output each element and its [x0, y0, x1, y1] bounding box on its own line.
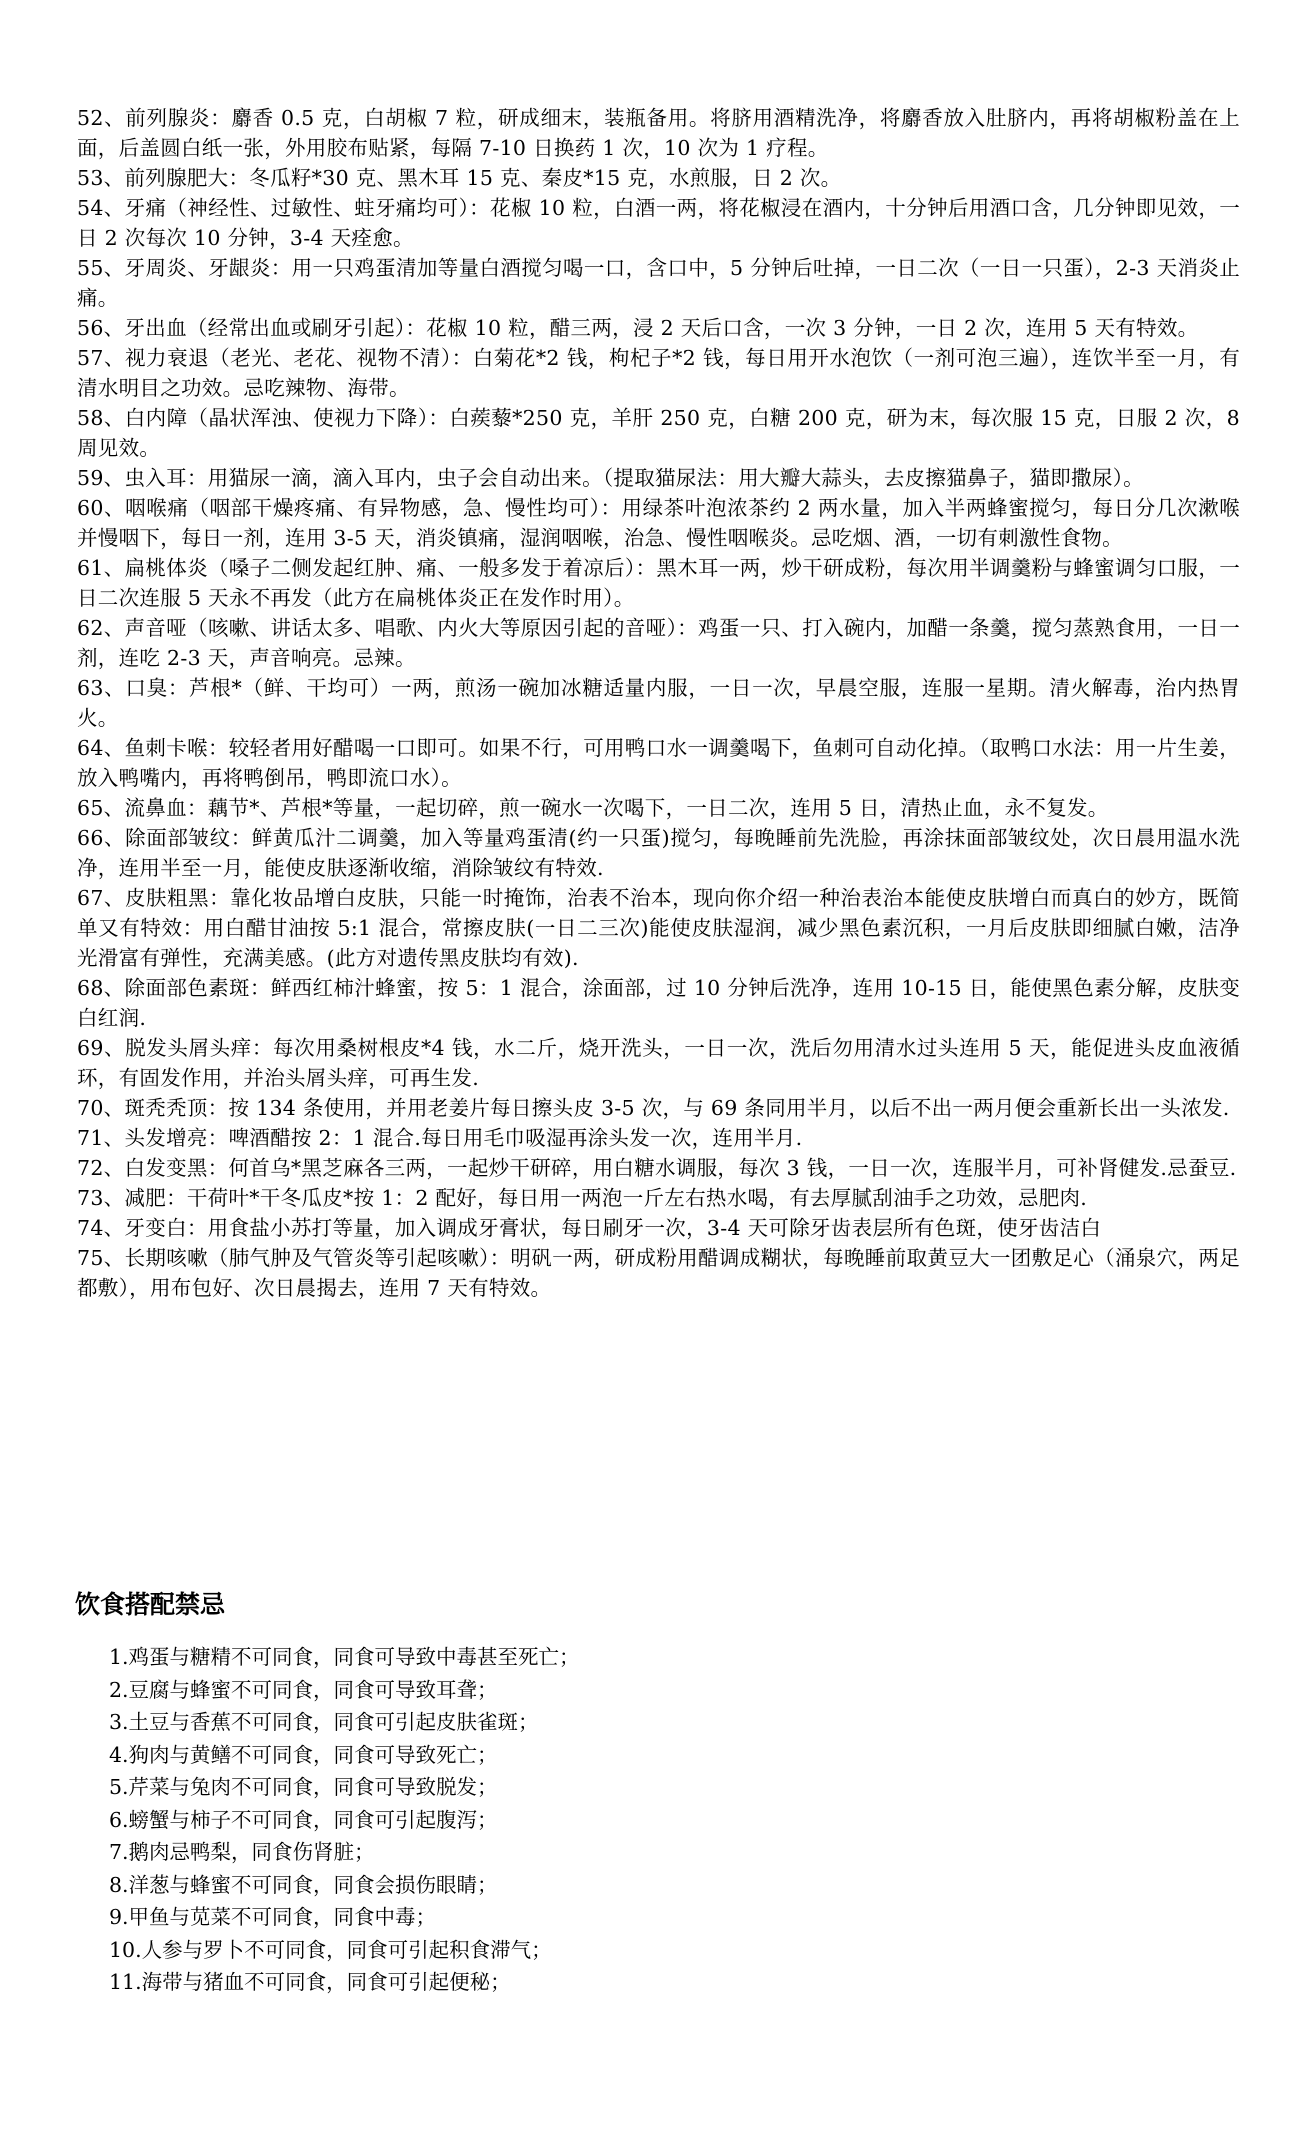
remedy-item: 72、白发变黑：何首乌*黑芝麻各三两，一起炒干研碎，用白糖水调服，每次 3 钱，一日一次，连服半月，可补肾健发.忌蚕豆.	[77, 1156, 1237, 1180]
remedy-item: 75、长期咳嗽（肺气肿及气管炎等引起咳嗽）：明矾一两，研成粉用醋调成糊状，每晚睡前取黄豆大一团敷足心（涌泉穴，两足都敷），用布包好、次日晨揭去，连用 7 天有特效。	[77, 1246, 1240, 1300]
remedy-item: 70、斑秃秃顶：按 134 条使用，并用老姜片每日擦头皮 3-5 次，与 69 条同用半月，以后不出一两月便会重新长出一头浓发.	[77, 1096, 1230, 1120]
remedy-item: 65、流鼻血：藕节*、芦根*等量，一起切碎，煎一碗水一次喝下，一日二次，连用 5 日，清热止血，永不复发。	[77, 796, 1109, 820]
taboo-item: 6.螃蟹与柿子不可同食，同食可引起腹泻；	[109, 1807, 498, 1832]
remedy-item: 71、头发增亮：啤酒醋按 2：1 混合.每日用毛巾吸湿再涂头发一次，连用半月.	[77, 1126, 803, 1150]
remedy-item: 73、减肥：干荷叶*干冬瓜皮*按 1：2 配好，每日用一两泡一斤左右热水喝，有去厚腻刮油手之功效，忌肥肉.	[77, 1186, 1088, 1210]
remedy-item: 67、皮肤粗黑：靠化妆品增白皮肤，只能一时掩饰，治表不治本，现向你介绍一种治表治本能使皮肤增白而真白的妙方，既简单又有特效：用白醋甘油按 5:1 混合，常擦皮肤(一日二三次)能使皮肤湿润，减少黑色素沉积，一月后皮肤即细腻白嫩，洁净光滑富有弹性，充满美感。(此方对遗传黑皮肤均有效).	[77, 886, 1240, 970]
remedy-item: 60、咽喉痛（咽部干燥疼痛、有异物感，急、慢性均可）：用绿茶叶泡浓茶约 2 两水量，加入半两蜂蜜搅匀，每日分几次漱喉并慢咽下，每日一剂，连用 3-5 天，消炎镇痛，湿润咽喉，治急、慢性咽喉炎。忌吃烟、酒，一切有刺激性食物。	[77, 496, 1240, 550]
taboo-item: 10.人参与罗卜不可同食，同食可引起积食滞气；	[109, 1937, 552, 1962]
remedy-item: 57、视力衰退（老光、老花、视物不清）：白菊花*2 钱，枸杞子*2 钱，每日用开水泡饮（一剂可泡三遍），连饮半至一月，有清水明目之功效。忌吃辣物、海带。	[77, 346, 1240, 400]
remedy-item: 64、鱼刺卡喉：较轻者用好醋喝一口即可。如果不行，可用鸭口水一调羹喝下，鱼刺可自动化掉。（取鸭口水法：用一片生姜，放入鸭嘴内，再将鸭倒吊，鸭即流口水）。	[77, 736, 1240, 790]
taboo-item: 9.甲鱼与苋菜不可同食，同食中毒；	[109, 1905, 437, 1929]
remedy-item: 68、除面部色素斑：鲜西红柿汁蜂蜜，按 5：1 混合，涂面部，过 10 分钟后洗净，连用 10-15 日，能使黑色素分解，皮肤变白红润.	[77, 976, 1240, 1030]
remedy-item: 54、牙痛（神经性、过敏性、蛀牙痛均可）：花椒 10 粒，白酒一两，将花椒浸在酒内，十分钟后用酒口含，几分钟即见效，一日 2 次每次 10 分钟，3-4 天痊愈。	[77, 196, 1240, 250]
remedy-item: 62、声音哑（咳嗽、讲话太多、唱歌、内火大等原因引起的音哑）：鸡蛋一只、打入碗内，加醋一条羹，搅匀蒸熟食用，一日一剂，连吃 2-3 天，声音响亮。忌辣。	[77, 616, 1240, 670]
taboo-item: 11.海带与猪血不可同食，同食可引起便秘；	[109, 1970, 511, 1994]
remedy-item: 66、除面部皱纹：鲜黄瓜汁二调羹，加入等量鸡蛋清(约一只蛋)搅匀，每晚睡前先洗脸，再涂抹面部皱纹处，次日晨用温水洗净，连用半至一月，能使皮肤逐渐收缩，消除皱纹有特效.	[77, 826, 1240, 880]
taboo-item: 4.狗肉与黄鳝不可同食，同食可导致死亡；	[109, 1742, 498, 1767]
remedy-item: 74、牙变白：用食盐小苏打等量，加入调成牙膏状，每日刷牙一次，3-4 天可除牙齿表层所有色斑，使牙齿洁白	[77, 1216, 1102, 1240]
taboo-item: 5.芹菜与兔肉不可同食，同食可导致脱发；	[109, 1775, 498, 1799]
taboo-item: 7.鹅肉忌鸭梨，同食伤肾脏；	[109, 1840, 375, 1864]
remedy-item: 58、白内障（晶状浑浊、使视力下降）：白蒺藜*250 克，羊肝 250 克，白糖 200 克，研为末，每次服 15 克，日服 2 次，8 周见效。	[77, 406, 1240, 460]
taboo-item: 8.洋葱与蜂蜜不可同食，同食会损伤眼睛；	[109, 1872, 498, 1897]
taboo-item: 2.豆腐与蜂蜜不可同食，同食可导致耳聋；	[109, 1677, 498, 1702]
remedy-item: 52、前列腺炎：麝香 0.5 克，白胡椒 7 粒，研成细末，装瓶备用。将脐用酒精洗净，将麝香放入肚脐内，再将胡椒粉盖在上面，后盖圆白纸一张，外用胶布贴紧，每隔 7-10 日换药 1 次，10 次为 1 疗程。	[77, 106, 1240, 160]
remedy-item: 61、扁桃体炎（嗓子二侧发起红肿、痛、一般多发于着凉后）：黑木耳一两，炒干研成粉，每次用半调羹粉与蜂蜜调匀口服，一日二次连服 5 天永不再发（此方在扁桃体炎正在发作时用）。	[77, 556, 1240, 610]
remedy-item: 55、牙周炎、牙龈炎：用一只鸡蛋清加等量白酒搅匀喝一口，含口中，5 分钟后吐掉，一日二次（一日一只蛋），2-3 天消炎止痛。	[77, 256, 1240, 310]
taboo-item: 3.土豆与香蕉不可同食，同食可引起皮肤雀斑；	[109, 1710, 539, 1734]
remedy-item: 53、前列腺肥大：冬瓜籽*30 克、黑木耳 15 克、秦皮*15 克，水煎服，日 2 次。	[77, 166, 842, 190]
remedy-item: 56、牙出血（经常出血或刷牙引起）：花椒 10 粒，醋三两，浸 2 天后口含，一次 3 分钟，一日 2 次，连用 5 天有特效。	[77, 316, 1199, 340]
remedy-item: 69、脱发头屑头痒：每次用桑树根皮*4 钱，水二斤，烧开洗头，一日一次，洗后勿用清水过头连用 5 天，能促进头皮血液循环，有固发作用，并治头屑头痒，可再生发.	[77, 1036, 1240, 1090]
taboo-item: 1.鸡蛋与糖精不可同食，同食可导致中毒甚至死亡；	[109, 1645, 580, 1669]
remedy-item: 59、虫入耳：用猫尿一滴，滴入耳内，虫子会自动出来。（提取猫尿法：用大瓣大蒜头，去皮擦猫鼻子，猫即撒尿）。	[77, 466, 1144, 490]
taboo-list	[109, 1641, 1009, 1999]
remedy-list	[77, 103, 1240, 1303]
section-title: 饮食搭配禁忌	[75, 1590, 226, 1619]
remedy-item: 63、口臭：芦根*（鲜、干均可）一两，煎汤一碗加冰糖适量内服，一日一次，早晨空服，连服一星期。清火解毒，治内热胃火。	[77, 676, 1240, 730]
